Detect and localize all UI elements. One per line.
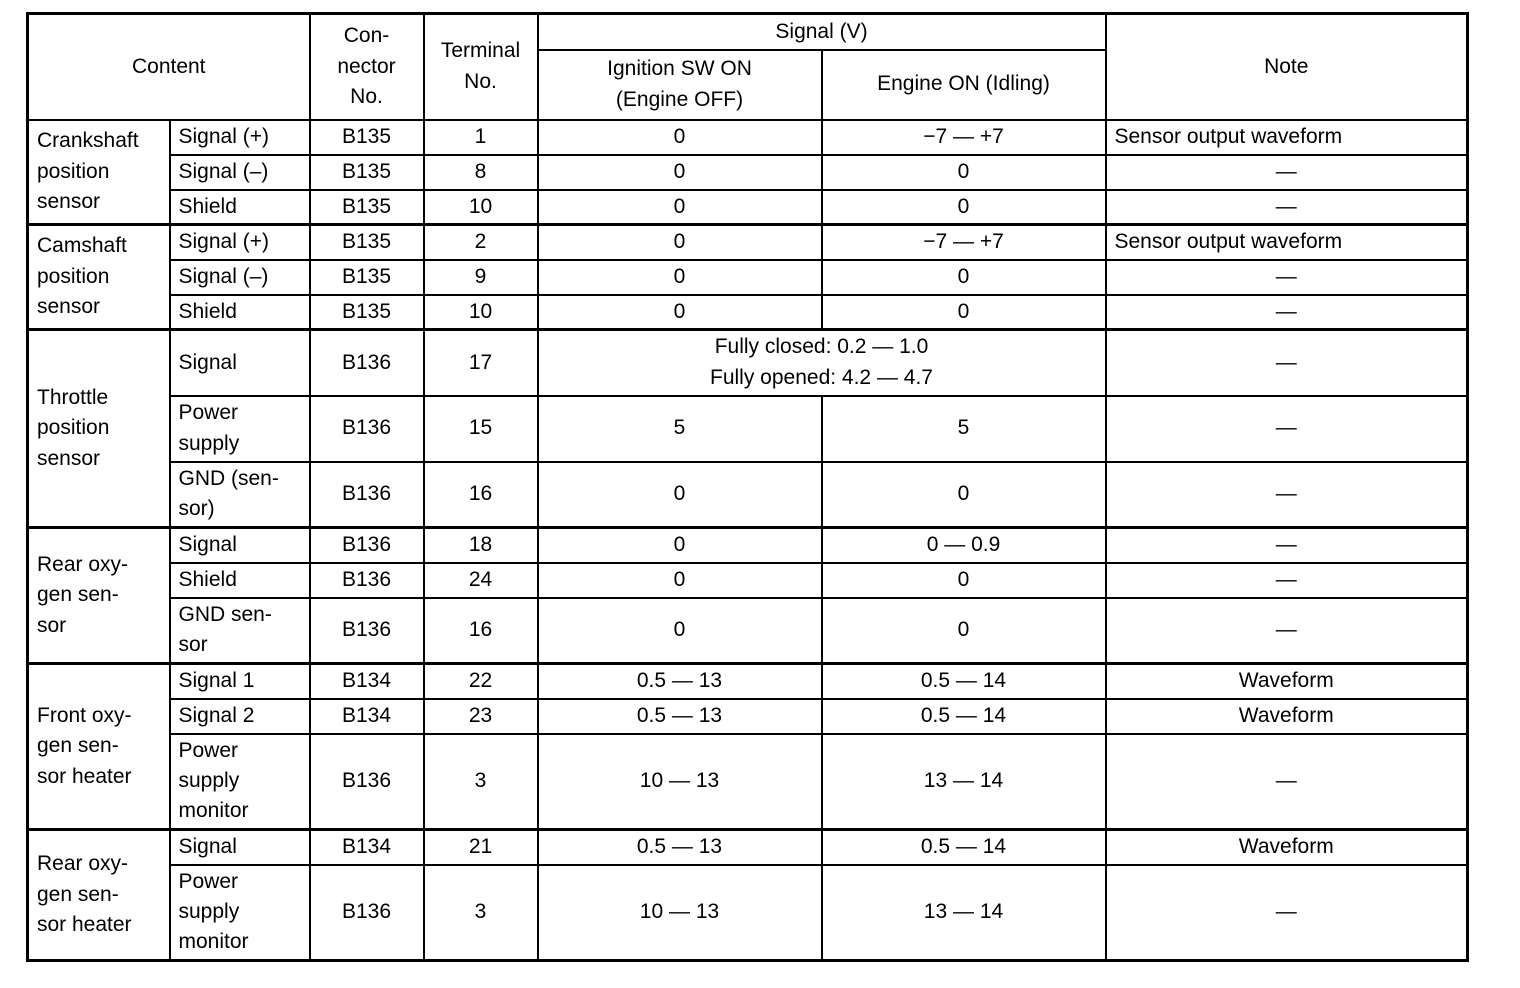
table-row xyxy=(28,225,1468,260)
ignition-value: 0.5 — 13 xyxy=(538,830,822,865)
row-label: Shield xyxy=(170,190,310,225)
ignition-value: 10 — 13 xyxy=(538,865,822,961)
terminal-cell: 16 xyxy=(424,598,538,664)
engine-value: 0 — 0.9 xyxy=(822,528,1106,563)
header-signal: Signal (V) xyxy=(538,14,1106,50)
row-label: Shield xyxy=(170,295,310,330)
ignition-value: 0.5 — 13 xyxy=(538,699,822,734)
terminal-cell: 18 xyxy=(424,528,538,563)
terminal-cell: 8 xyxy=(424,155,538,190)
table-row xyxy=(28,260,1468,295)
ignition-value: 0 xyxy=(538,190,822,225)
note-cell: Waveform xyxy=(1106,664,1468,699)
table-header xyxy=(28,14,1468,120)
table-body xyxy=(28,120,1468,961)
connector-cell: B136 xyxy=(310,734,424,830)
header-ignition: Ignition SW ON (Engine OFF) xyxy=(538,50,822,120)
header-connector: Con- nector No. xyxy=(310,14,424,120)
connector-cell: B134 xyxy=(310,830,424,865)
connector-cell: B136 xyxy=(310,396,424,462)
table-row xyxy=(28,462,1468,528)
row-label: Shield xyxy=(170,563,310,598)
note-cell: — xyxy=(1106,396,1468,462)
ignition-value: 0 xyxy=(538,225,822,260)
note-cell: Waveform xyxy=(1106,830,1468,865)
ignition-value: 0 xyxy=(538,528,822,563)
table-row xyxy=(28,155,1468,190)
ignition-value: 0 xyxy=(538,563,822,598)
table-row xyxy=(28,830,1468,865)
row-label: Signal xyxy=(170,830,310,865)
connector-cell: B136 xyxy=(310,563,424,598)
ignition-value: 0 xyxy=(538,155,822,190)
table-row xyxy=(28,699,1468,734)
table-row xyxy=(28,598,1468,664)
header-engine: Engine ON (Idling) xyxy=(822,50,1106,120)
group-name: Rear oxy- gen sen- sor xyxy=(28,528,170,664)
row-label: Signal (+) xyxy=(170,225,310,260)
group-name: Camshaft position sensor xyxy=(28,225,170,330)
note-cell: — xyxy=(1106,190,1468,225)
connector-cell: B134 xyxy=(310,699,424,734)
header-terminal: Terminal No. xyxy=(424,14,538,120)
engine-value: 0 xyxy=(822,462,1106,528)
row-label: Signal 2 xyxy=(170,699,310,734)
engine-value: 0.5 — 14 xyxy=(822,699,1106,734)
signal-merged-cell: Fully closed: 0.2 — 1.0 Fully opened: 4.2 — 4.7 xyxy=(538,330,1106,396)
group-name: Crankshaft position sensor xyxy=(28,120,170,225)
row-label: Signal xyxy=(170,330,310,396)
note-cell: — xyxy=(1106,260,1468,295)
note-cell: Sensor output waveform xyxy=(1106,120,1468,155)
note-cell: — xyxy=(1106,295,1468,330)
table-row xyxy=(28,664,1468,699)
row-label: GND sen- sor xyxy=(170,598,310,664)
engine-value: 0 xyxy=(822,155,1106,190)
terminal-cell: 10 xyxy=(424,190,538,225)
group-name: Rear oxy- gen sen- sor heater xyxy=(28,830,170,961)
row-label: Power supply monitor xyxy=(170,734,310,830)
engine-value: −7 — +7 xyxy=(822,120,1106,155)
ignition-value: 0 xyxy=(538,462,822,528)
engine-value: 0 xyxy=(822,260,1106,295)
connector-cell: B136 xyxy=(310,330,424,396)
engine-value: 5 xyxy=(822,396,1106,462)
table-row xyxy=(28,734,1468,830)
connector-cell: B136 xyxy=(310,528,424,563)
ignition-value: 0 xyxy=(538,295,822,330)
note-cell: Sensor output waveform xyxy=(1106,225,1468,260)
note-cell: — xyxy=(1106,598,1468,664)
connector-cell: B135 xyxy=(310,260,424,295)
connector-cell: B135 xyxy=(310,120,424,155)
engine-value: 0 xyxy=(822,190,1106,225)
table-row xyxy=(28,295,1468,330)
terminal-cell: 1 xyxy=(424,120,538,155)
table-row xyxy=(28,563,1468,598)
table-row xyxy=(28,190,1468,225)
group-name: Throttle position sensor xyxy=(28,330,170,528)
terminal-cell: 10 xyxy=(424,295,538,330)
terminal-cell: 2 xyxy=(424,225,538,260)
note-cell: — xyxy=(1106,865,1468,961)
row-label: Power supply xyxy=(170,396,310,462)
ignition-value: 10 — 13 xyxy=(538,734,822,830)
table-row xyxy=(28,528,1468,563)
note-cell: — xyxy=(1106,155,1468,190)
terminal-cell: 15 xyxy=(424,396,538,462)
terminal-cell: 22 xyxy=(424,664,538,699)
connector-cell: B135 xyxy=(310,155,424,190)
engine-value: 0.5 — 14 xyxy=(822,830,1106,865)
note-cell: — xyxy=(1106,734,1468,830)
table-row xyxy=(28,865,1468,961)
note-cell: — xyxy=(1106,330,1468,396)
engine-value: 13 — 14 xyxy=(822,734,1106,830)
row-label: Signal xyxy=(170,528,310,563)
terminal-cell: 3 xyxy=(424,865,538,961)
table-row xyxy=(28,396,1468,462)
ignition-value: 0 xyxy=(538,120,822,155)
terminal-cell: 23 xyxy=(424,699,538,734)
engine-value: 0 xyxy=(822,598,1106,664)
connector-cell: B135 xyxy=(310,190,424,225)
header-content: Content xyxy=(28,14,310,120)
terminal-cell: 9 xyxy=(424,260,538,295)
row-label: Signal (–) xyxy=(170,260,310,295)
ignition-value: 0 xyxy=(538,260,822,295)
note-cell: — xyxy=(1106,563,1468,598)
terminal-cell: 21 xyxy=(424,830,538,865)
connector-cell: B136 xyxy=(310,598,424,664)
connector-cell: B135 xyxy=(310,295,424,330)
engine-value: 0 xyxy=(822,295,1106,330)
row-label: GND (sen- sor) xyxy=(170,462,310,528)
note-cell: — xyxy=(1106,528,1468,563)
engine-value: 13 — 14 xyxy=(822,865,1106,961)
row-label: Signal (+) xyxy=(170,120,310,155)
engine-value: 0 xyxy=(822,563,1106,598)
note-cell: Waveform xyxy=(1106,699,1468,734)
ignition-value: 0 xyxy=(538,598,822,664)
terminal-cell: 24 xyxy=(424,563,538,598)
header-note: Note xyxy=(1106,14,1468,120)
signal-table xyxy=(26,12,1469,962)
note-cell: — xyxy=(1106,462,1468,528)
connector-cell: B136 xyxy=(310,462,424,528)
terminal-cell: 16 xyxy=(424,462,538,528)
ignition-value: 5 xyxy=(538,396,822,462)
terminal-cell: 17 xyxy=(424,330,538,396)
connector-cell: B136 xyxy=(310,865,424,961)
terminal-cell: 3 xyxy=(424,734,538,830)
engine-value: −7 — +7 xyxy=(822,225,1106,260)
row-label: Power supply monitor xyxy=(170,865,310,961)
engine-value: 0.5 — 14 xyxy=(822,664,1106,699)
table-row xyxy=(28,330,1468,396)
ignition-value: 0.5 — 13 xyxy=(538,664,822,699)
row-label: Signal 1 xyxy=(170,664,310,699)
connector-cell: B135 xyxy=(310,225,424,260)
group-name: Front oxy- gen sen- sor heater xyxy=(28,664,170,830)
connector-cell: B134 xyxy=(310,664,424,699)
table-row xyxy=(28,120,1468,155)
row-label: Signal (–) xyxy=(170,155,310,190)
